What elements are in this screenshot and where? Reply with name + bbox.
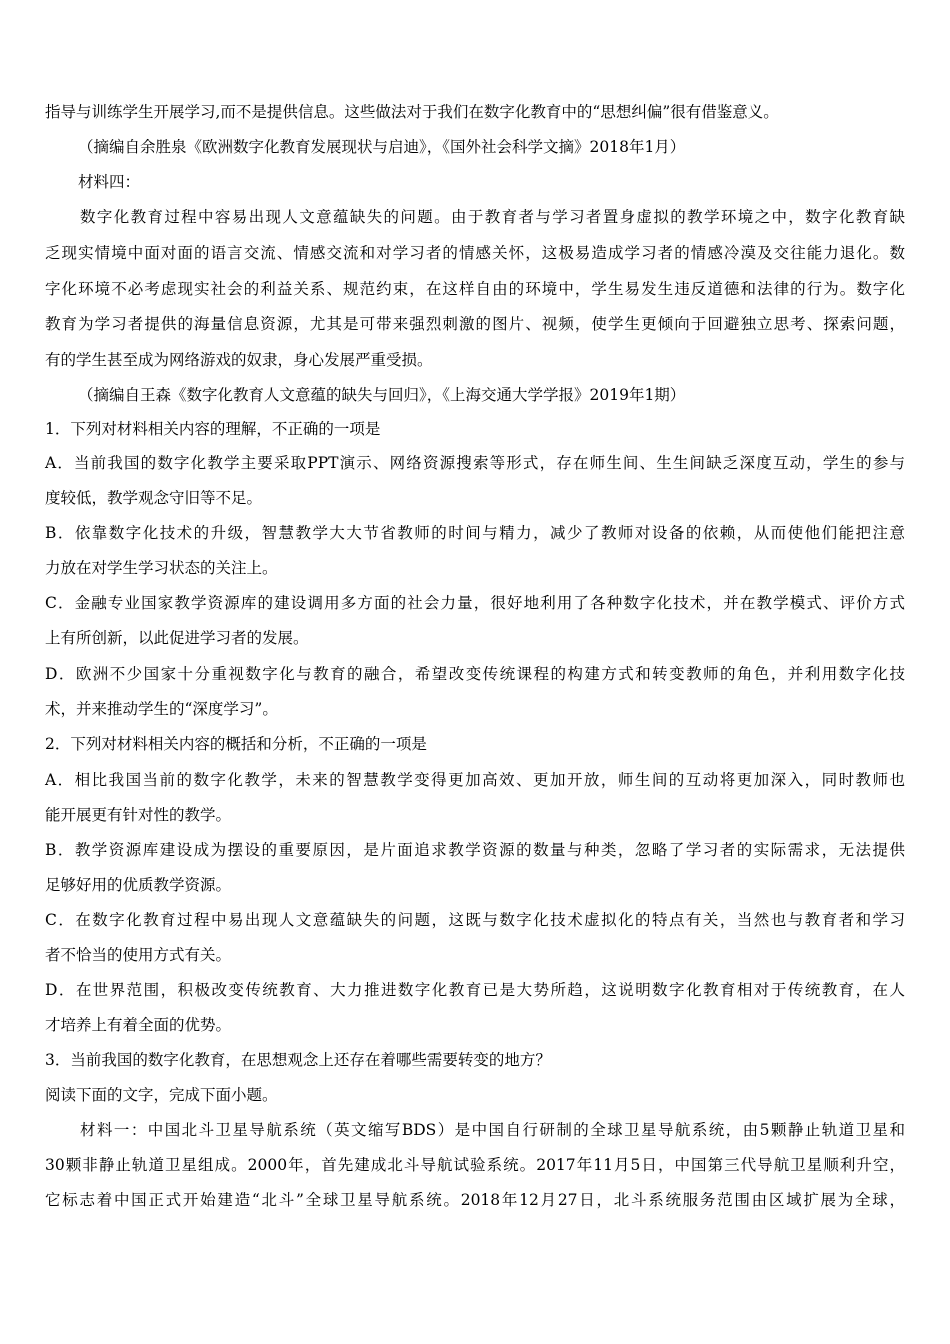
text-line: 有的学生甚至成为网络游戏的奴隶，身心发展严重受损。	[45, 351, 433, 369]
text-line: 30颗非静止轨道卫星组成。2000年，首先建成北斗导航试验系统。2017年11月5日，中国第三代导航卫星顺利升空，	[45, 1156, 905, 1174]
text-line: 力放在对学生学习状态的关注上。	[45, 559, 278, 577]
text-line: 能开展更有针对性的教学。	[45, 806, 232, 824]
text-line: 指导与训练学生开展学习,而不是提供信息。这些做法对于我们在数字化教育中的“思想纠偏”很有借鉴意义。	[45, 103, 779, 121]
text-line: D．欧洲不少国家十分重视数字化与教育的融合，希望改变传统课程的构建方式和转变教师的角色，并利用数字化技	[45, 665, 905, 683]
text-line: 阅读下面的文字，完成下面小题。	[45, 1086, 278, 1104]
text-line: D．在世界范围，积极改变传统教育、大力推进数字化教育已是大势所趋，这说明数字化教育相对于传统教育，在人	[45, 981, 905, 999]
text-line: 材料四：	[78, 173, 141, 191]
text-line: 度较低，教学观念守旧等不足。	[45, 489, 263, 507]
text-line: 2．下列对材料相关内容的概括和分析，不正确的一项是	[45, 735, 427, 753]
text-line: 它标志着中国正式开始建造“北斗”全球卫星导航系统。2018年12月27日，北斗系统服务范围由区域扩展为全球，	[45, 1191, 905, 1209]
text-line: 教育为学习者提供的海量信息资源，尤其是可带来强烈刺激的图片、视频，使学生更倾向于回避独立思考、探索问题，	[45, 315, 905, 333]
text-line: 术，并来推动学生的“深度学习”。	[45, 700, 278, 718]
text-line: 足够好用的优质教学资源。	[45, 876, 232, 894]
text-line: （摘编自王森《数字化教育人文意蕴的缺失与回归》，《上海交通大学学报》2019年1期）	[78, 386, 686, 404]
text-line: A．相比我国当前的数字化教学，未来的智慧教学变得更加高效、更加开放，师生间的互动将更加深入，同时教师也	[45, 771, 905, 789]
text-line: 乏现实情境中面对面的语言交流、情感交流和对学习者的情感关怀，这极易造成学习者的情感冷漠及交往能力退化。数	[45, 244, 905, 262]
text-line: （摘编自余胜泉《欧洲数字化教育发展现状与启迪》，《国外社会科学文摘》2018年1月）	[78, 138, 686, 156]
text-line: 材料一：中国北斗卫星导航系统（英文缩写BDS）是中国自行研制的全球卫星导航系统，由5颗静止轨道卫星和	[80, 1121, 905, 1139]
text-line: B．依靠数字化技术的升级，智慧教学大大节省教师的时间与精力，减少了教师对设备的依赖，从而使他们能把注意	[45, 524, 905, 542]
text-line: 数字化教育过程中容易出现人文意蕴缺失的问题。由于教育者与学习者置身虚拟的教学环境之中，数字化教育缺	[80, 208, 905, 226]
text-line: 才培养上有着全面的优势。	[45, 1016, 232, 1034]
text-line: B．教学资源库建设成为摆设的重要原因，是片面追求教学资源的数量与种类，忽略了学习者的实际需求，无法提供	[45, 841, 905, 859]
text-line: 者不恰当的使用方式有关。	[45, 946, 232, 964]
text-line: 1．下列对材料相关内容的理解，不正确的一项是	[45, 420, 381, 438]
text-line: 字化环境不必考虑现实社会的利益关系、规范约束，在这样自由的环境中，学生易发生违反道德和法律的行为。数字化	[45, 280, 905, 298]
text-line: A．当前我国的数字化教学主要采取PPT演示、网络资源搜索等形式，存在师生间、生生间缺乏深度互动，学生的参与	[45, 454, 905, 472]
text-line: C．金融专业国家教学资源库的建设调用多方面的社会力量，很好地利用了各种数字化技术，并在教学模式、评价方式	[45, 594, 905, 612]
text-line: C．在数字化教育过程中易出现人文意蕴缺失的问题，这既与数字化技术虚拟化的特点有关，当然也与教育者和学习	[45, 911, 905, 929]
text-line: 上有所创新，以此促进学习者的发展。	[45, 629, 309, 647]
text-line: 3．当前我国的数字化教育，在思想观念上还存在着哪些需要转变的地方？	[45, 1051, 551, 1069]
